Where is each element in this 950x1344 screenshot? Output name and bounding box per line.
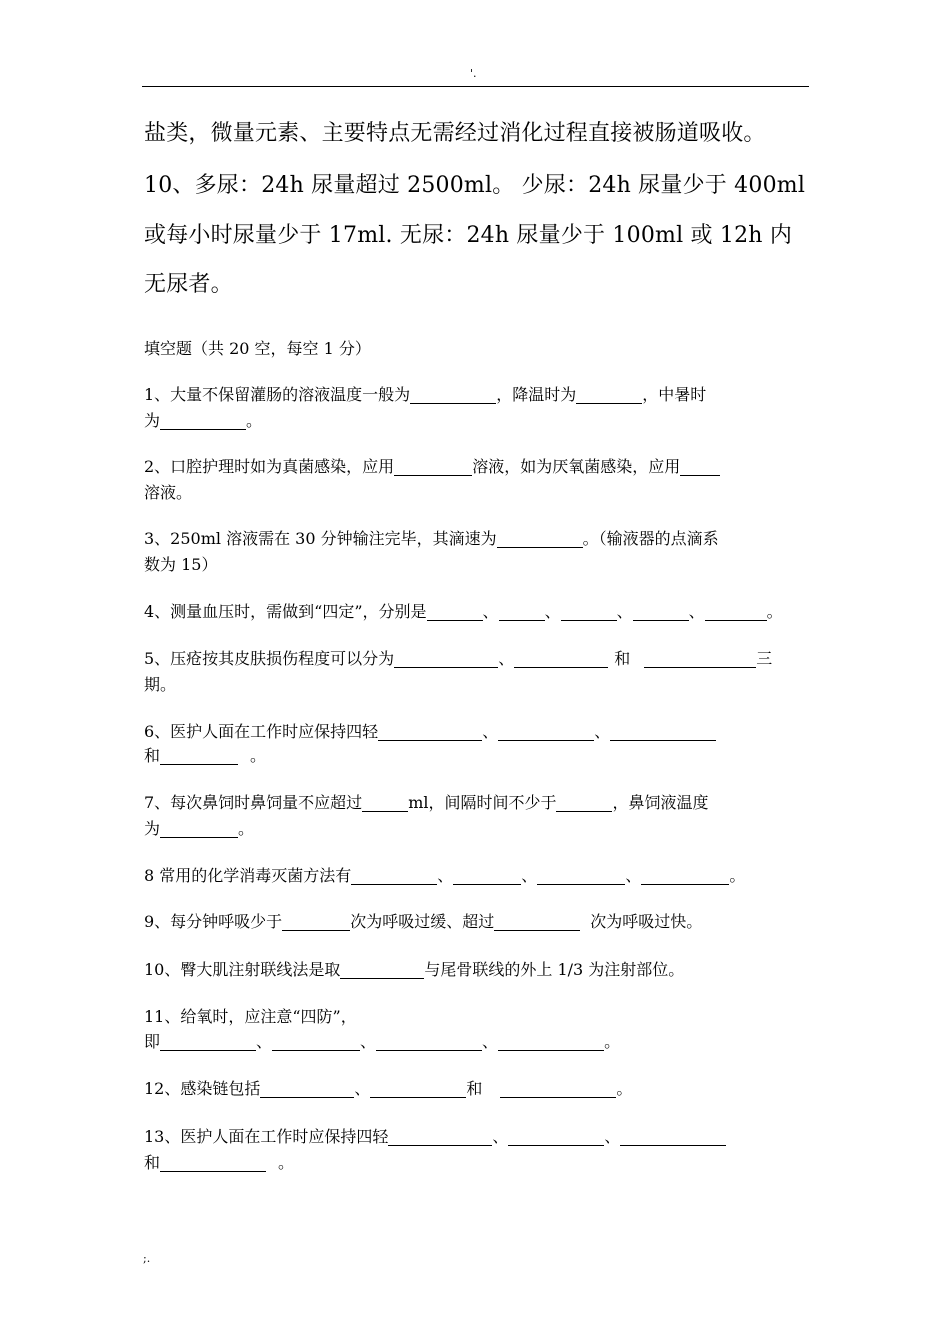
header-rule <box>142 86 809 87</box>
question-10-line-1 <box>144 958 814 982</box>
q9-text-a: 9、每分钟呼吸少于 <box>144 912 283 931</box>
q11-text-b: 即 <box>144 1032 161 1051</box>
q5-blank-3[interactable] <box>644 649 756 668</box>
question-1-line-2 <box>144 409 814 433</box>
q4-text-a: 4、测量血压时，需做到“四定”，分别是 <box>144 602 427 621</box>
q4-blank-2[interactable] <box>499 602 545 621</box>
question-6-line-1 <box>144 720 814 744</box>
q10-blank-1[interactable] <box>340 960 424 979</box>
q1-text-c: ，中暑时 <box>642 385 707 404</box>
q1-text-d: 为 <box>144 411 161 430</box>
q2-text-a: 2、口腔护理时如为真菌感染，应用 <box>144 457 395 476</box>
q2-blank-2[interactable] <box>680 457 720 476</box>
header-mark: '. <box>470 67 477 80</box>
q12-blank-3[interactable] <box>500 1079 616 1098</box>
q13-text-d: 和 <box>144 1153 161 1172</box>
q6-text-d: 和 <box>144 746 161 765</box>
answer-line-2: 10、多尿：24h 尿量超过 2500ml。 少尿：24h 尿量少于 400ml <box>144 173 806 198</box>
question-8-line-1 <box>144 864 814 888</box>
q4-blank-3[interactable] <box>561 602 617 621</box>
q7-text-b: ml，间隔时间不少于 <box>408 793 557 812</box>
q13-text-e: 。 <box>278 1153 295 1172</box>
q1-blank-2[interactable] <box>576 385 642 404</box>
q13-blank-1[interactable] <box>388 1127 492 1146</box>
q8-sep: 、 <box>437 866 454 885</box>
q12-sep: 、 <box>354 1079 371 1098</box>
q8-blank-4[interactable] <box>641 866 729 885</box>
q5-blank-1[interactable] <box>394 649 498 668</box>
q11-blank-2[interactable] <box>272 1032 360 1051</box>
q1-text-e: 。 <box>246 411 263 430</box>
question-2-line-1 <box>144 455 814 479</box>
question-13-line-2 <box>144 1151 814 1175</box>
q10-text-a: 10、臀大肌注射联线法是取 <box>144 960 341 979</box>
q7-blank-2[interactable] <box>556 793 612 812</box>
q8-end: 。 <box>729 866 746 885</box>
q9-blank-1[interactable] <box>282 912 350 931</box>
q11-blank-3[interactable] <box>376 1032 482 1051</box>
q6-sep: 、 <box>482 722 499 741</box>
q6-text-e: 。 <box>250 746 267 765</box>
q10-text-b: 与尾骨联线的外上 1/3 为注射部位。 <box>424 960 685 979</box>
q8-blank-2[interactable] <box>453 866 521 885</box>
q8-sep: 、 <box>625 866 642 885</box>
question-7-line-2 <box>144 817 814 841</box>
q12-blank-1[interactable] <box>260 1079 354 1098</box>
q13-blank-4[interactable] <box>160 1153 266 1172</box>
section-title: 填空题（共 20 空，每空 1 分） <box>144 339 371 358</box>
question-6-line-2 <box>144 744 814 768</box>
answer-line-1: 盐类，微量元素、主要特点无需经过消化过程直接被肠道吸收。 <box>144 121 766 146</box>
q2-blank-1[interactable] <box>394 457 472 476</box>
q11-blank-4[interactable] <box>498 1032 604 1051</box>
footer-mark: ;. <box>143 1252 151 1265</box>
question-11-line-1: 11、给氧时，应注意“四防”， <box>144 1007 357 1026</box>
q7-text-c: ，鼻饲液温度 <box>612 793 709 812</box>
q7-text-e: 。 <box>238 819 255 838</box>
q4-sep: 、 <box>616 602 633 621</box>
q6-blank-4[interactable] <box>160 746 238 765</box>
q6-text-a: 6、医护人面在工作时应保持四轻 <box>144 722 379 741</box>
question-3-line-2: 数为 15） <box>144 555 218 574</box>
q4-sep: 、 <box>544 602 561 621</box>
answer-line-4: 无尿者。 <box>144 272 233 297</box>
q7-blank-3[interactable] <box>160 819 238 838</box>
q9-blank-2[interactable] <box>494 912 580 931</box>
question-7-line-1 <box>144 791 814 815</box>
q4-sep: 、 <box>688 602 705 621</box>
answer-line-3: 或每小时尿量少于 17ml. 无尿：24h 尿量少于 100ml 或 12h 内 <box>144 223 793 248</box>
q4-end: 。 <box>766 602 783 621</box>
q9-text-c: 次为呼吸过快。 <box>590 912 703 931</box>
question-2-line-2: 溶液。 <box>144 483 193 502</box>
q1-text-b: ，降温时为 <box>496 385 577 404</box>
question-11-line-2 <box>144 1030 814 1054</box>
q8-sep: 、 <box>521 866 538 885</box>
q12-blank-2[interactable] <box>370 1079 466 1098</box>
q5-text-a: 5、压疮按其皮肤损伤程度可以分为 <box>144 649 395 668</box>
question-9-line-1 <box>144 910 814 934</box>
q5-and: 和 <box>614 649 631 668</box>
q1-text-a: 1、大量不保留灌肠的溶液温度一般为 <box>144 385 411 404</box>
q3-text-b: 。（输液器的点滴系 <box>582 529 719 548</box>
q11-sep: 、 <box>482 1032 499 1051</box>
q11-sep: 、 <box>256 1032 273 1051</box>
q4-sep: 、 <box>482 602 499 621</box>
q7-blank-1[interactable] <box>362 793 408 812</box>
q13-sep: 、 <box>492 1127 509 1146</box>
q12-text-a: 12、感染链包括 <box>144 1079 261 1098</box>
question-5-line-2: 期。 <box>144 675 177 694</box>
q8-blank-3[interactable] <box>537 866 625 885</box>
q4-blank-5[interactable] <box>705 602 767 621</box>
q13-blank-3[interactable] <box>620 1127 726 1146</box>
q5-blank-2[interactable] <box>514 649 608 668</box>
q13-sep: 、 <box>604 1127 621 1146</box>
question-1-line-1 <box>144 383 814 407</box>
q3-text-a: 3、250ml 溶液需在 30 分钟输注完毕，其滴速为 <box>144 529 497 548</box>
q12-and: 和 <box>466 1079 483 1098</box>
question-5-line-1 <box>144 647 814 671</box>
q7-text-d: 为 <box>144 819 161 838</box>
q1-blank-3[interactable] <box>160 411 246 430</box>
q13-text-a: 13、医护人面在工作时应保持四轻 <box>144 1127 389 1146</box>
q12-end: 。 <box>616 1079 633 1098</box>
q11-sep: 、 <box>360 1032 377 1051</box>
q5-sep: 、 <box>498 649 515 668</box>
q11-end: 。 <box>604 1032 621 1051</box>
question-13-line-1 <box>144 1125 814 1149</box>
q1-blank-1[interactable] <box>410 385 496 404</box>
question-4-line-1 <box>144 600 814 624</box>
q3-blank-1[interactable] <box>497 529 583 548</box>
q5-text-c: 三 <box>756 649 773 668</box>
q7-text-a: 7、每次鼻饲时鼻饲量不应超过 <box>144 793 363 812</box>
q6-blank-3[interactable] <box>610 722 716 741</box>
q11-blank-1[interactable] <box>160 1032 256 1051</box>
q4-blank-1[interactable] <box>427 602 483 621</box>
q8-blank-1[interactable] <box>351 866 437 885</box>
question-3-line-1 <box>144 527 814 551</box>
q6-blank-2[interactable] <box>498 722 594 741</box>
q6-blank-1[interactable] <box>378 722 482 741</box>
q2-text-b: 溶液，如为厌氧菌感染，应用 <box>472 457 681 476</box>
q8-text-a: 8 常用的化学消毒灭菌方法有 <box>144 866 352 885</box>
q4-blank-4[interactable] <box>633 602 689 621</box>
q9-text-b: 次为呼吸过缓、超过 <box>350 912 495 931</box>
q6-sep: 、 <box>594 722 611 741</box>
q13-blank-2[interactable] <box>508 1127 604 1146</box>
question-12-line-1 <box>144 1077 814 1101</box>
